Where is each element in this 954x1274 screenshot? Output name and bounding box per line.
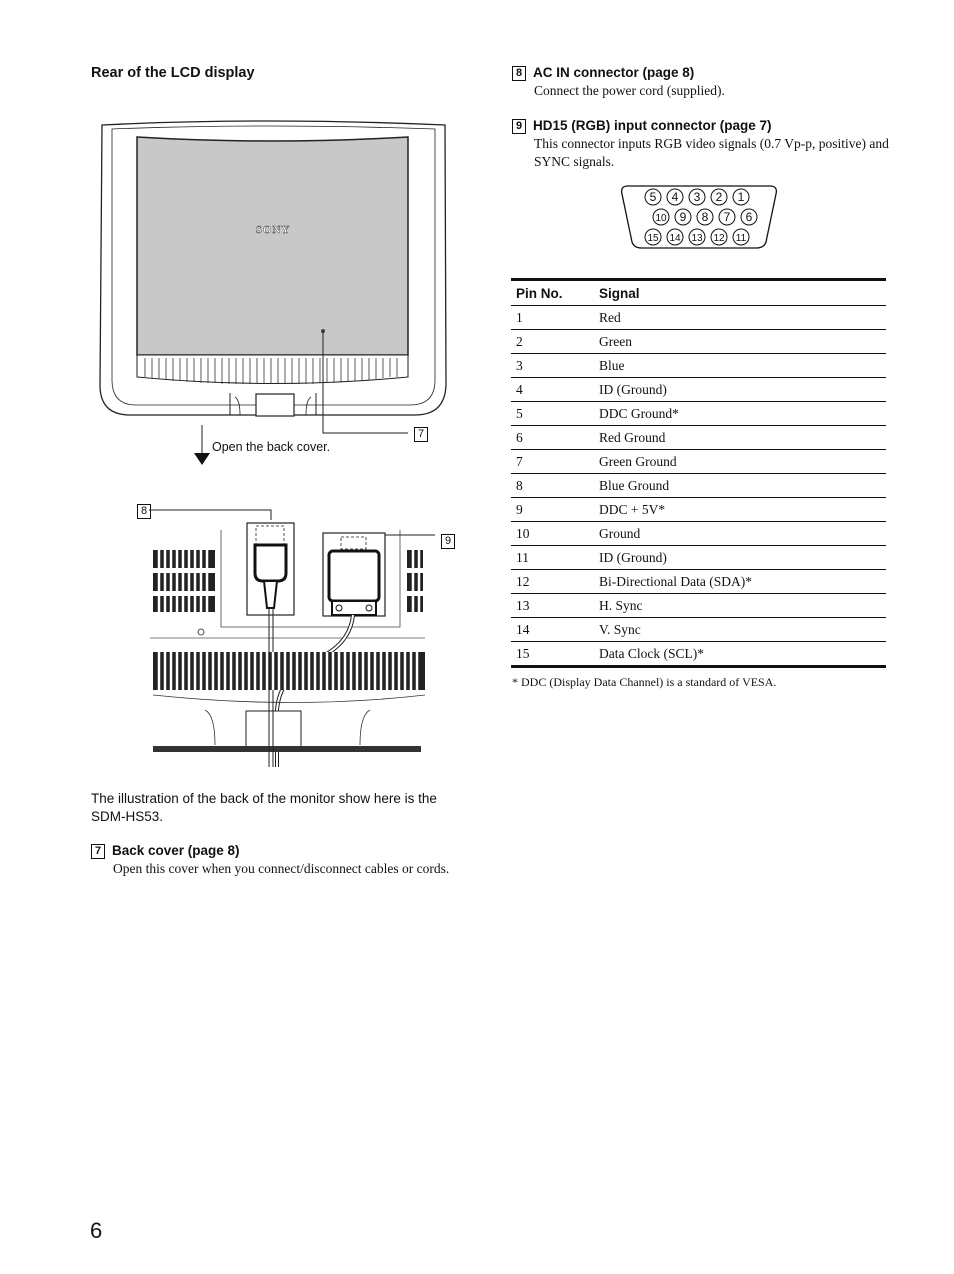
signal-cell: Bi-Directional Data (SDA)* xyxy=(594,570,886,594)
pin-number-cell: 3 xyxy=(511,354,594,378)
table-row xyxy=(511,594,886,618)
table-row xyxy=(511,330,886,354)
item-title: AC IN connector (page 8) xyxy=(533,65,695,80)
sony-logo: SONY xyxy=(255,224,291,236)
pin-number-cell: 8 xyxy=(511,474,594,498)
signal-cell: Data Clock (SCL)* xyxy=(594,642,886,667)
table-row xyxy=(511,642,886,667)
page-number: 6 xyxy=(90,1218,103,1243)
footnote: * DDC (Display Data Channel) is a standard of VESA. xyxy=(512,675,777,689)
callout-8: 8 xyxy=(137,504,151,519)
item-desc: Connect the power cord (supplied). xyxy=(534,83,725,98)
table-row xyxy=(511,450,886,474)
signal-cell: H. Sync xyxy=(594,594,886,618)
item-title: Back cover (page 8) xyxy=(112,843,240,858)
table-header-row xyxy=(511,280,886,306)
pin-label: 6 xyxy=(745,210,753,224)
section-heading: Rear of the LCD display xyxy=(91,65,255,81)
pin-number-cell: 1 xyxy=(511,306,594,330)
pin-number-cell: 13 xyxy=(511,594,594,618)
pin-number-cell: 5 xyxy=(511,402,594,426)
item-ac-in xyxy=(512,65,902,100)
pin-number-cell: 11 xyxy=(511,546,594,570)
signal-cell: Red xyxy=(594,306,886,330)
pin-label: 10 xyxy=(655,213,667,224)
item-number-7: 7 xyxy=(91,844,105,859)
table-row xyxy=(511,402,886,426)
signal-cell: DDC Ground* xyxy=(594,402,886,426)
table-row xyxy=(511,474,886,498)
pin-label: 1 xyxy=(737,190,745,204)
pin-label: 15 xyxy=(647,233,659,244)
item-desc: This connector inputs RGB video signals (0.7 Vp-p, positive) and SYNC signals. xyxy=(534,136,889,169)
signal-cell: Blue Ground xyxy=(594,474,886,498)
illustration-note: The illustration of the back of the monitor show here is the SDM-HS53. xyxy=(91,791,437,824)
pin-label: 2 xyxy=(715,190,723,204)
signal-cell: ID (Ground) xyxy=(594,378,886,402)
signal-cell: Green Ground xyxy=(594,450,886,474)
signal-cell: Blue xyxy=(594,354,886,378)
table-row xyxy=(511,522,886,546)
item-title: HD15 (RGB) input connector (page 7) xyxy=(533,118,772,133)
signal-cell: Red Ground xyxy=(594,426,886,450)
item-number-9: 9 xyxy=(512,119,526,134)
signal-cell: DDC + 5V* xyxy=(594,498,886,522)
pin-label: 7 xyxy=(723,210,731,224)
callout-7: 7 xyxy=(414,427,428,442)
hd15-pin-diagram xyxy=(620,184,780,251)
table-row xyxy=(511,546,886,570)
item-back-cover xyxy=(91,843,481,878)
signal-cell: ID (Ground) xyxy=(594,546,886,570)
signal-cell: Ground xyxy=(594,522,886,546)
table-row xyxy=(511,306,886,330)
monitor-back-illustration xyxy=(90,115,470,475)
table-row xyxy=(511,618,886,642)
pin-number-cell: 7 xyxy=(511,450,594,474)
pin-label: 13 xyxy=(691,233,703,244)
callout-9: 9 xyxy=(441,534,455,549)
pin-number-cell: 10 xyxy=(511,522,594,546)
item-hd15 xyxy=(512,118,897,171)
column-header-signal: Signal xyxy=(594,280,886,306)
connector-illustration xyxy=(135,495,465,770)
table-row xyxy=(511,378,886,402)
pin-label: 9 xyxy=(679,210,687,224)
column-header-pin: Pin No. xyxy=(511,280,594,306)
table-row xyxy=(511,426,886,450)
open-cover-caption: Open the back cover. xyxy=(212,440,331,454)
pin-number-cell: 6 xyxy=(511,426,594,450)
pin-signal-table xyxy=(511,278,886,668)
pin-number-cell: 14 xyxy=(511,618,594,642)
pin-number-cell: 4 xyxy=(511,378,594,402)
pin-label: 11 xyxy=(735,233,747,244)
pin-number-cell: 9 xyxy=(511,498,594,522)
table-row xyxy=(511,570,886,594)
pin-label: 8 xyxy=(701,210,709,224)
pin-number-cell: 15 xyxy=(511,642,594,667)
pin-label: 5 xyxy=(649,190,657,204)
table-row xyxy=(511,354,886,378)
item-number-8: 8 xyxy=(512,66,526,81)
pin-number-cell: 2 xyxy=(511,330,594,354)
pin-label: 12 xyxy=(713,233,725,244)
pin-number-cell: 12 xyxy=(511,570,594,594)
signal-cell: V. Sync xyxy=(594,618,886,642)
pin-label: 14 xyxy=(669,233,681,244)
table-row xyxy=(511,498,886,522)
signal-cell: Green xyxy=(594,330,886,354)
pin-label: 3 xyxy=(693,190,701,204)
item-desc: Open this cover when you connect/disconnect cables or cords. xyxy=(113,861,450,876)
pin-label: 4 xyxy=(671,190,679,204)
